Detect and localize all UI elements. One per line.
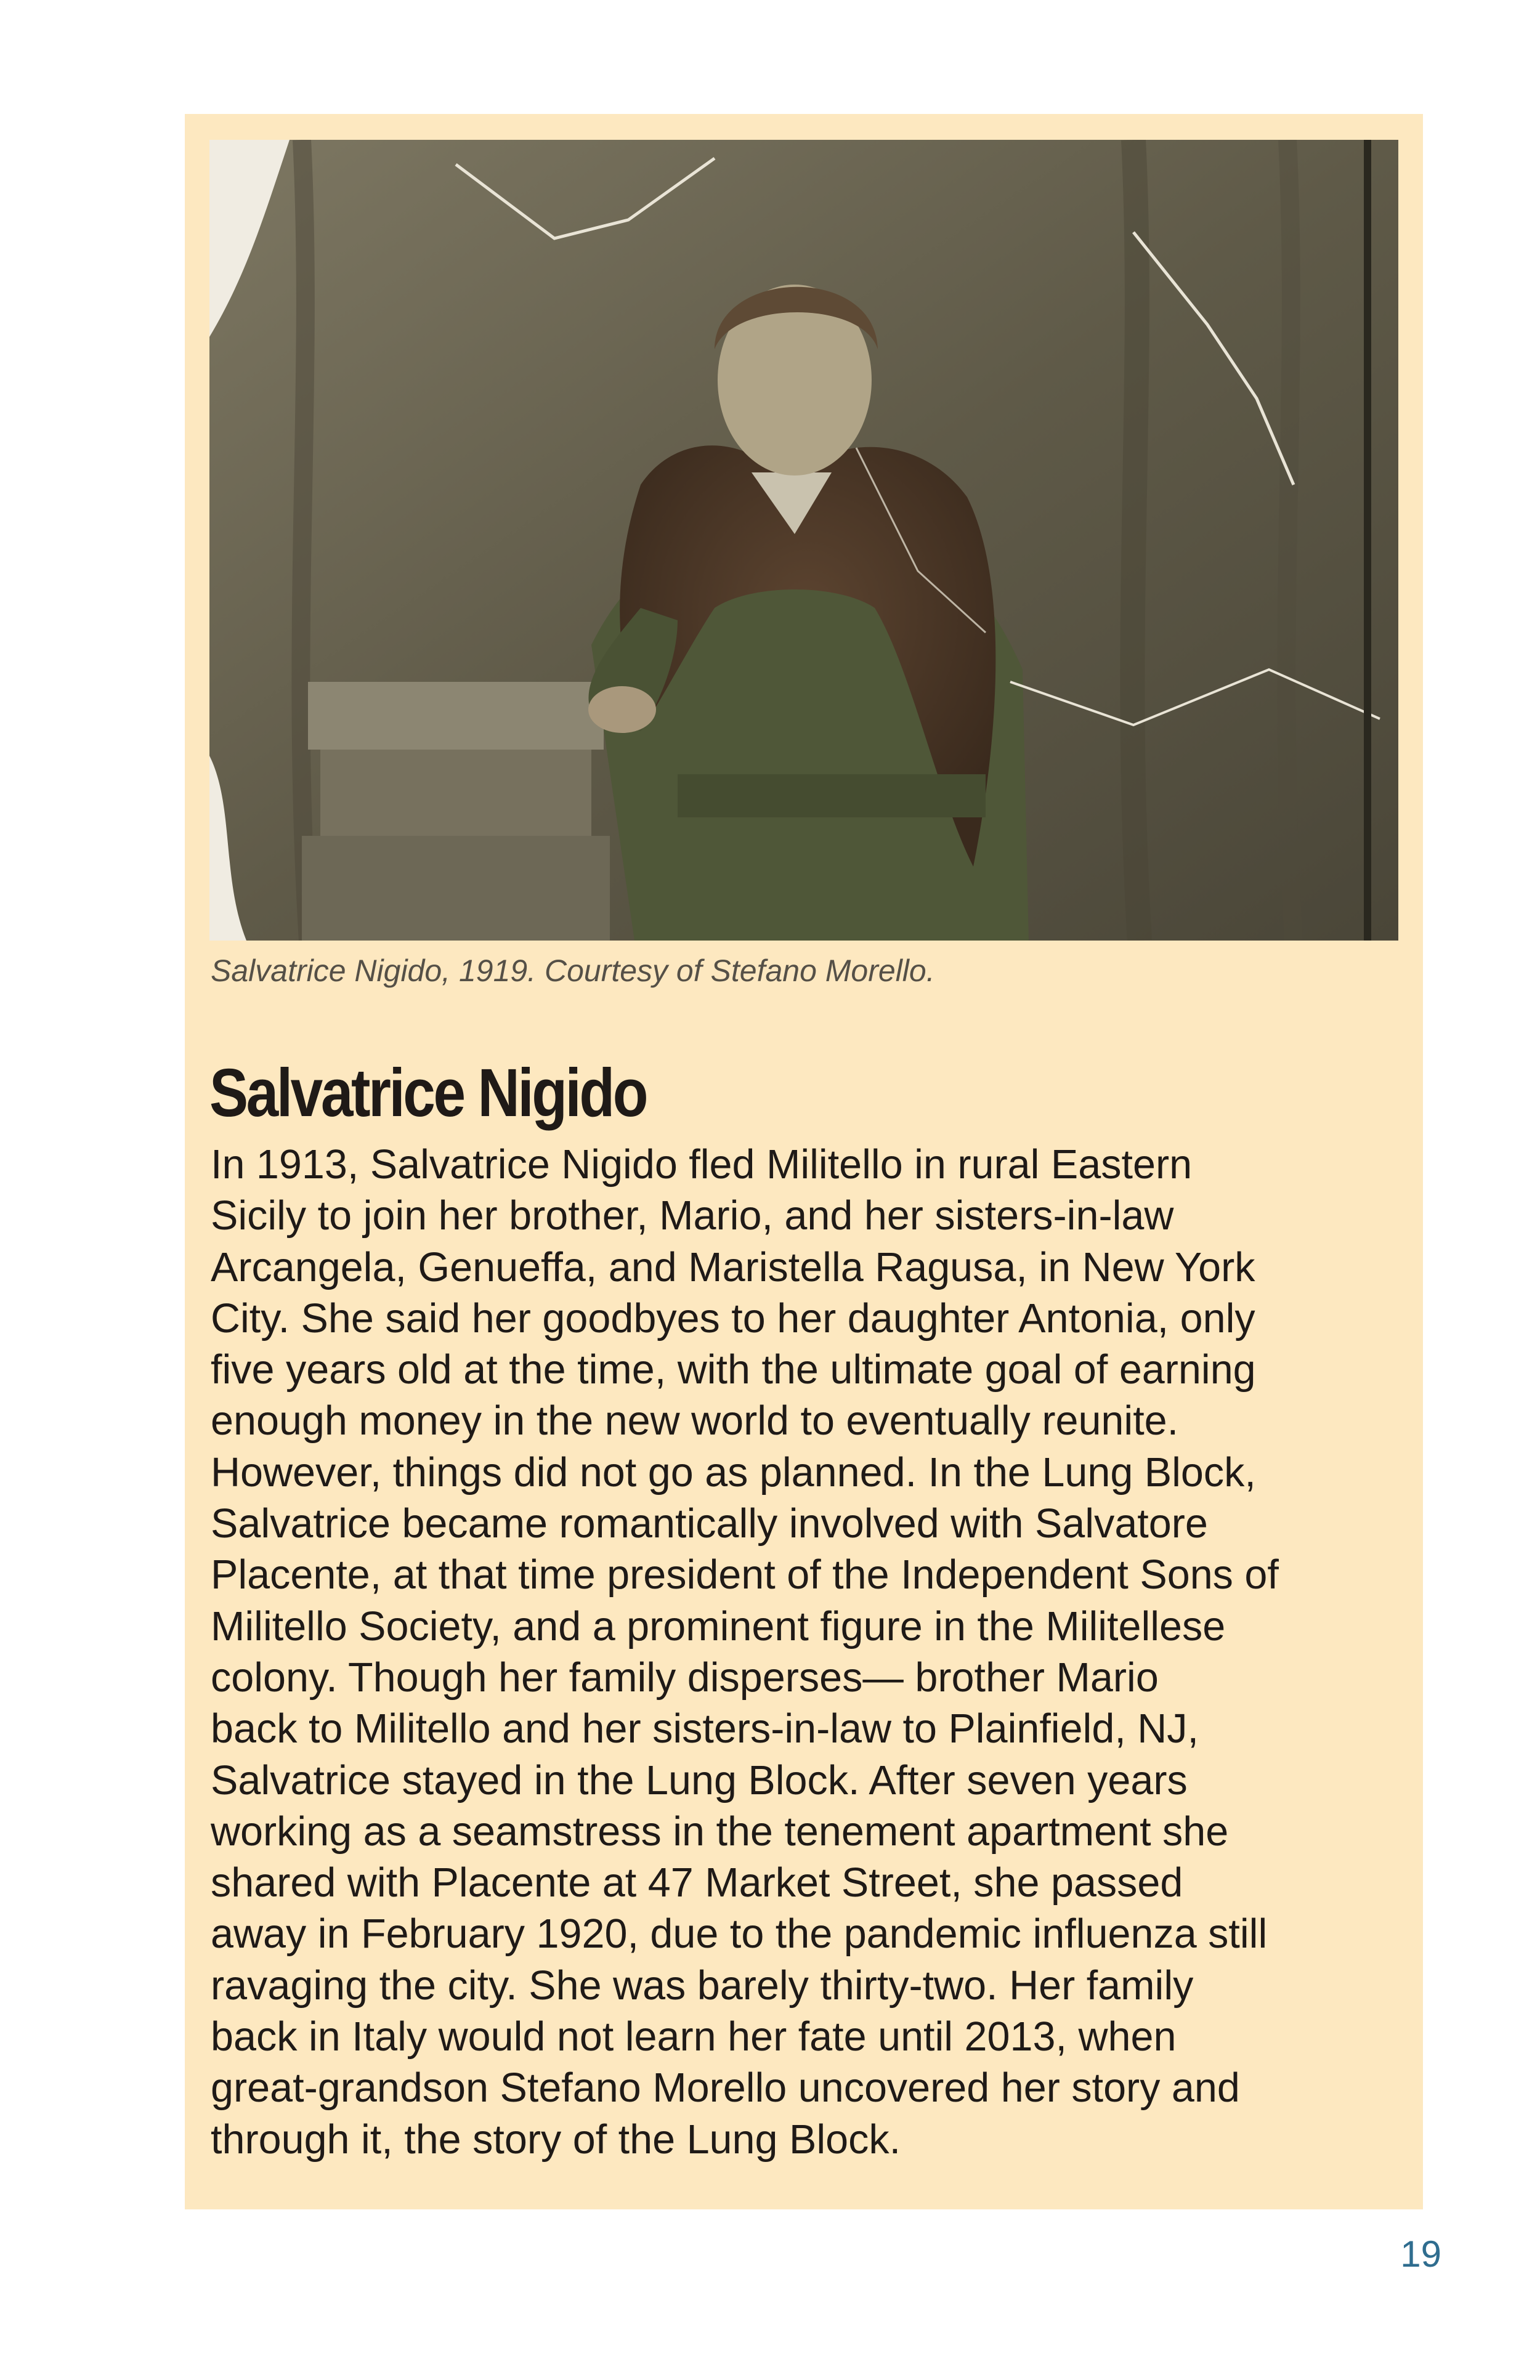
body-line: Arcangela, Genueffa, and Maristella Ragusa, in New York	[211, 1244, 1255, 1290]
body-line: Salvatrice became romantically involved with Salvatore	[211, 1501, 1208, 1547]
body-line: City. She said her goodbyes to her daughter Antonia, only	[211, 1295, 1255, 1342]
body-line: enough money in the new world to eventually reunite.	[211, 1398, 1179, 1444]
body-line: away in February 1920, due to the pandemic influenza still	[211, 1911, 1268, 1957]
body-line: back to Militello and her sisters-in-law to Plainfield, NJ,	[211, 1706, 1199, 1752]
page-number: 19	[1400, 2233, 1441, 2275]
portrait-illustration	[209, 140, 1398, 941]
body-line: However, things did not go as planned. In the Lung Block,	[211, 1449, 1256, 1496]
portrait-photo	[209, 140, 1398, 941]
article-title: Salvatrice Nigido	[209, 1055, 647, 1131]
body-line: Sicily to join her brother, Mario, and her sisters-in-law	[211, 1193, 1174, 1239]
body-line: working as a seamstress in the tenement apartment she	[211, 1808, 1229, 1855]
body-line: colony. Though her family disperses— brother Mario	[211, 1654, 1159, 1701]
body-line: ravaging the city. She was barely thirty-two. Her family	[211, 1962, 1194, 2009]
body-line: Militello Society, and a prominent figure in the Militellese	[211, 1603, 1226, 1649]
article-body	[211, 1139, 1393, 2166]
body-line: In 1913, Salvatrice Nigido fled Militello in rural Eastern	[211, 1142, 1193, 1188]
body-line: back in Italy would not learn her fate until 2013, when	[211, 2014, 1177, 2060]
body-line: Placente, at that time president of the Independent Sons of	[211, 1552, 1279, 1598]
body-line: shared with Placente at 47 Market Street, she passed	[211, 1860, 1183, 1906]
body-line: Salvatrice stayed in the Lung Block. After seven years	[211, 1757, 1188, 1803]
body-line: five years old at the time, with the ultimate goal of earning	[211, 1347, 1256, 1393]
sidebar-panel	[185, 114, 1423, 2209]
body-line: great-grandson Stefano Morello uncovered her story and	[211, 2065, 1240, 2111]
photo-caption: Salvatrice Nigido, 1919. Courtesy of Stefano Morello.	[211, 953, 935, 988]
body-line: through it, the story of the Lung Block.	[211, 2116, 901, 2163]
